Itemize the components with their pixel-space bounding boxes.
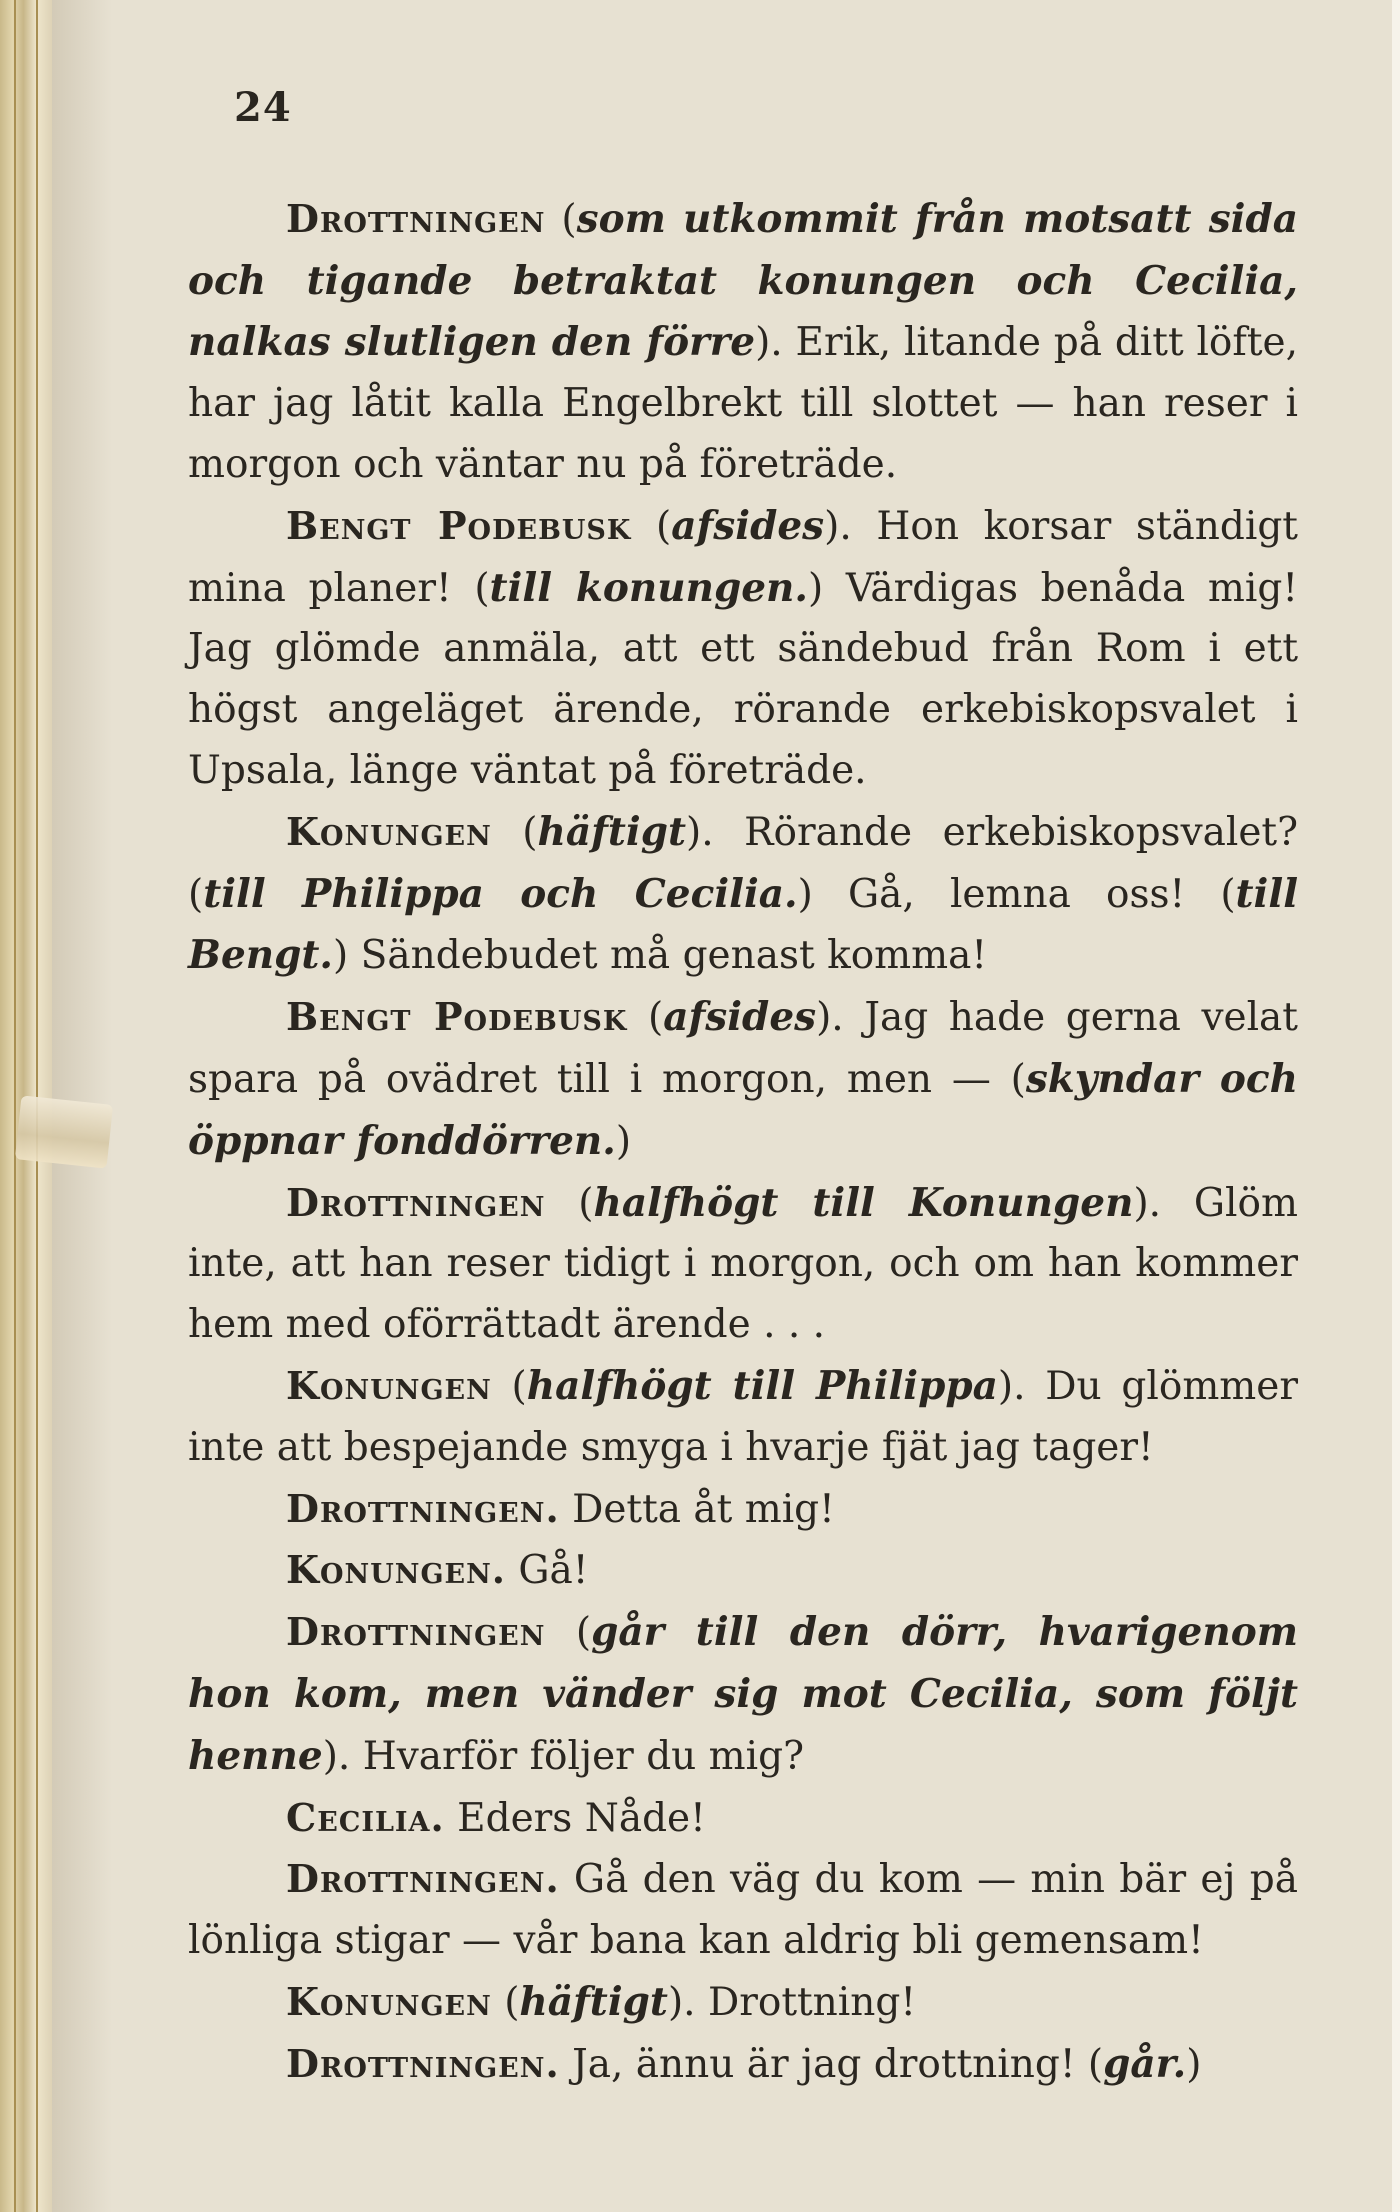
speech-text: ( <box>511 1363 527 1409</box>
speech-text: ) <box>615 1118 632 1164</box>
stage-direction: till Bengt. <box>188 870 1299 979</box>
speaker-name: Drottningen. <box>286 1485 560 1531</box>
speech-text: ). Rörande erkebiskopsvalet? ( <box>188 809 1298 917</box>
speech-text: Gå den väg du kom — min bär ej på lönliga stigar — vår bana kan aldrig bli gemensam! <box>188 1857 1298 1964</box>
speech-text: ) Sändebudet må genast komma! <box>333 933 988 979</box>
dialogue-line <box>188 1356 1298 1479</box>
stage-direction: halfhögt till Philippa <box>526 1362 998 1409</box>
speech-text: ). Du glömmer inte att bespejande smyga i hvarje fjät jag tager! <box>188 1363 1299 1470</box>
speech-text: ( <box>522 809 538 855</box>
page-content <box>188 78 1298 2096</box>
dialogue-line <box>188 1788 1298 1850</box>
dialogue-line <box>188 1173 1298 1356</box>
speaker-name: Drottningen. <box>286 1856 560 1902</box>
dialogue-line <box>188 189 1298 496</box>
speech-text: ( <box>575 1610 592 1656</box>
dialogue-line <box>188 802 1298 987</box>
speaker-name: Konungen. <box>286 1547 506 1593</box>
speech-text: ( <box>504 1979 520 2025</box>
speaker-name: Konungen <box>286 1362 492 1408</box>
speech-text: ). Glöm inte, att han reser tidigt i morgon, och om han kommer hem med oförrättadt ärende . . . <box>188 1180 1298 1348</box>
stage-direction: skyndar och öppnar fonddörren. <box>188 1055 1298 1164</box>
speech-text: ). Erik, litande på ditt löfte, har jag låtit kalla Engelbrekt till slottet — han reser i morgon och väntar nu på företräde. <box>188 320 1298 487</box>
speaker-name: Drottningen <box>286 1179 546 1225</box>
speaker-name: Konungen <box>286 808 492 854</box>
bookmark-ribbon <box>15 1095 113 1168</box>
dialogue-line <box>188 987 1298 1172</box>
speech-text: ). Hon korsar ständigt mina planer! ( <box>188 503 1298 611</box>
stage-direction: afsides <box>663 994 817 1041</box>
speech-text: Detta åt mig! <box>559 1486 835 1532</box>
speech-text: ). Hvarför följer du mig? <box>322 1733 805 1779</box>
stage-direction: häftigt <box>519 1978 668 2025</box>
speaker-name: Cecilia. <box>286 1794 445 1840</box>
speech-text: Eders Nåde! <box>444 1795 706 1841</box>
speaker-name: Konungen <box>286 1978 492 2024</box>
speech-text: ( <box>578 1180 594 1226</box>
dialogue-line <box>188 496 1298 802</box>
stage-direction: afsides <box>671 502 825 549</box>
speech-text: Gå! <box>506 1548 589 1594</box>
page-number: 24 <box>234 84 292 131</box>
speech-text: ( <box>561 196 577 242</box>
stage-direction: som utkommit från motsatt sida och tigande betraktat konungen och Cecilia, nalkas slutligen den förre <box>188 195 1299 366</box>
stage-direction: till konungen. <box>489 564 808 611</box>
stage-direction: går till den dörr, hvarigenom hon kom, men vänder sig mot Cecilia, som följt henne <box>188 1609 1299 1779</box>
speaker-name: Drottningen <box>286 1609 546 1655</box>
dialogue-line <box>188 1972 1298 2034</box>
stage-direction: till Philippa och Cecilia. <box>203 870 798 917</box>
dialogue-line <box>188 1479 1298 1541</box>
page-edge <box>1392 0 1400 2212</box>
speaker-name: Drottningen <box>286 195 546 241</box>
speech-text: ( <box>648 995 664 1041</box>
dialogue-line <box>188 1602 1298 1787</box>
stage-direction: halfhögt till Konungen <box>593 1179 1134 1226</box>
speaker-name: Bengt Podebusk <box>286 994 628 1040</box>
speech-text: ) <box>1186 2041 1202 2087</box>
stage-direction: går. <box>1103 2040 1187 2087</box>
dialogue-line <box>188 1849 1298 1972</box>
speech-text: Ja, ännu är jag drottning! ( <box>559 2041 1104 2087</box>
speaker-name: Drottningen. <box>286 2040 560 2086</box>
speech-text: ( <box>656 503 672 549</box>
spine-edge-line <box>14 0 16 2212</box>
dialogue-line <box>188 1540 1298 1602</box>
speaker-name: Bengt Podebusk <box>286 502 632 548</box>
speech-text: ) Värdigas benåda mig! Jag glömde anmäla, att ett sändebud från Rom i ett högst angeläget ärende, rörande erkebiskopsvalet i Upsala, länge väntat på företräde. <box>188 565 1298 793</box>
speech-text: ). Drottning! <box>667 1979 917 2025</box>
stage-direction: häftigt <box>537 808 687 855</box>
speech-text: ). Jag hade gerna velat spara på ovädret till i morgon, men — ( <box>188 995 1298 1102</box>
speech-text: ) Gå, lemna oss! ( <box>797 871 1236 917</box>
dialogue-line <box>188 2034 1298 2096</box>
